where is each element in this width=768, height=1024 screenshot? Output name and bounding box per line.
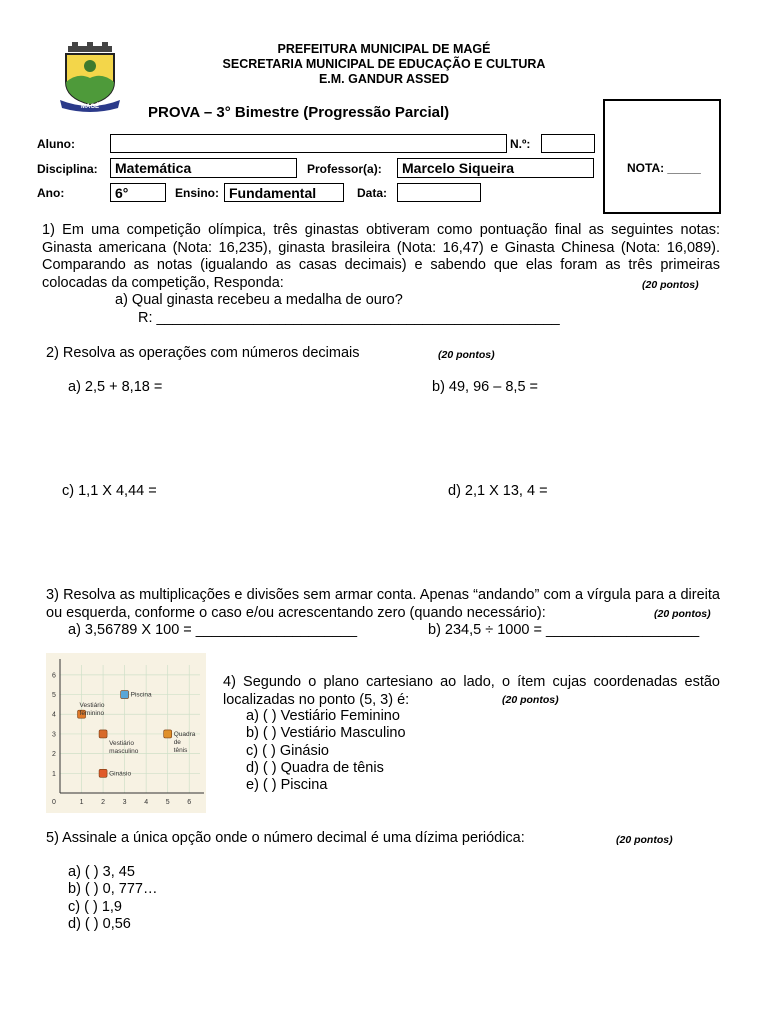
level-label: Ensino: bbox=[175, 186, 219, 200]
x-tick-label: 4 bbox=[144, 799, 149, 806]
y-tick-label: 1 bbox=[52, 770, 56, 778]
cartesian-plane-svg bbox=[46, 653, 206, 813]
point-label: Quadra bbox=[173, 730, 196, 738]
cartesian-plane-figure bbox=[46, 653, 206, 813]
question-4-option-d[interactable]: d) ( ) Quadra de tênis bbox=[246, 760, 384, 776]
teacher-label: Professor(a): bbox=[307, 162, 382, 176]
x-tick-label: 5 bbox=[165, 799, 170, 806]
point-marker bbox=[164, 730, 172, 738]
header-line-2: SECRETARIA MUNICIPAL DE EDUCAÇÃO E CULTURA bbox=[222, 57, 546, 71]
grade-box bbox=[603, 99, 721, 214]
question-3-points: (20 pontos) bbox=[654, 608, 711, 620]
student-label: Aluno: bbox=[37, 137, 75, 151]
question-2-points: (20 pontos) bbox=[438, 349, 495, 361]
question-1-points: (20 pontos) bbox=[642, 279, 699, 291]
point-marker bbox=[99, 730, 107, 738]
question-4-option-c[interactable]: c) ( ) Ginásio bbox=[246, 743, 329, 759]
point-label: Ginásio bbox=[109, 770, 132, 778]
question-2-item-d: d) 2,1 X 13, 4 = bbox=[448, 483, 548, 499]
question-1-item-a: a) Qual ginasta recebeu a medalha de ouro? bbox=[115, 292, 403, 308]
x-tick-label: 2 bbox=[101, 799, 106, 806]
question-4-option-a[interactable]: a) ( ) Vestiário Feminino bbox=[246, 708, 400, 724]
header-line-1: PREFEITURA MUNICIPAL DE MAGÉ bbox=[277, 42, 491, 56]
subject-label: Disciplina: bbox=[37, 162, 98, 176]
point-label: Piscina bbox=[130, 691, 152, 699]
date-field[interactable] bbox=[397, 183, 481, 202]
year-field[interactable]: 6° bbox=[110, 183, 166, 202]
point-label: feminino bbox=[79, 710, 105, 718]
y-tick-label: 2 bbox=[52, 751, 56, 759]
point-label: masculino bbox=[109, 747, 139, 755]
question-5-option-b[interactable]: b) ( ) 0, 777… bbox=[68, 881, 158, 897]
question-5-option-c[interactable]: c) ( ) 1,9 bbox=[68, 899, 122, 915]
point-marker bbox=[99, 769, 107, 777]
y-tick-label: 4 bbox=[52, 711, 56, 719]
question-4-points: (20 pontos) bbox=[502, 694, 559, 706]
y-tick-label: 6 bbox=[52, 672, 56, 680]
question-2-item-c: c) 1,1 X 4,44 = bbox=[62, 483, 157, 499]
question-1-text bbox=[42, 222, 720, 292]
point-marker bbox=[121, 691, 129, 699]
y-tick-label: 5 bbox=[52, 692, 56, 700]
student-name-field[interactable] bbox=[110, 134, 507, 153]
x-tick-label: 1 bbox=[79, 799, 84, 806]
exam-title-sub: (Progressão Parcial) bbox=[299, 104, 450, 121]
question-4-text: 4) Segundo o plano cartesiano ao lado, o ítem cujas coordenadas estão localizadas no ponto (5, 3) é: bbox=[223, 674, 720, 708]
x-tick-label: 6 bbox=[187, 799, 192, 806]
question-2-text: 2) Resolva as operações com números decimais bbox=[46, 345, 360, 361]
level-field[interactable]: Fundamental bbox=[224, 183, 344, 202]
grade-label: NOTA: _____ bbox=[627, 161, 701, 175]
x-tick-label: 3 bbox=[122, 799, 127, 806]
logo-text: MAGÉ bbox=[81, 104, 99, 110]
question-5-points: (20 pontos) bbox=[616, 834, 673, 846]
question-3-item-b: b) 234,5 ÷ 1000 = ___________________ bbox=[428, 622, 700, 638]
question-5-option-a[interactable]: a) ( ) 3, 45 bbox=[68, 864, 135, 880]
student-number-field[interactable] bbox=[541, 134, 595, 153]
teacher-field[interactable]: Marcelo Siqueira bbox=[397, 158, 594, 178]
question-1-answer-line[interactable]: R: __________________________________________________ bbox=[138, 310, 560, 326]
subject-field[interactable]: Matemática bbox=[110, 158, 297, 178]
question-5-option-d[interactable]: d) ( ) 0,56 bbox=[68, 916, 131, 932]
header-line-3: E.M. GANDUR ASSED bbox=[318, 72, 450, 86]
exam-title-main: PROVA – 3° Bimestre bbox=[148, 104, 300, 121]
question-2-item-b: b) 49, 96 – 8,5 = bbox=[432, 379, 539, 395]
year-label: Ano: bbox=[37, 186, 65, 200]
question-3-item-a: a) 3,56789 X 100 = ____________________ bbox=[68, 622, 358, 638]
point-label: Vestiário bbox=[109, 739, 135, 747]
number-label: N.º: bbox=[510, 137, 531, 151]
exam-title bbox=[148, 104, 449, 121]
question-1-statement: 1) Em uma competição olímpica, três ginastas obtiveram como pontuação final as seguintes notas: Ginasta americana (Nota: 16,235), ginasta brasileira (Nota: 16,47) e Ginasta Chinesa (Nota: 16,089). Comparando as notas (igualando as casas decimais) e sabendo que elas foram as três primeiras colocadas da competição, Responda: bbox=[42, 222, 720, 291]
question-2-item-a: a) 2,5 + 8,18 = bbox=[68, 379, 163, 395]
point-label: Vestiário bbox=[79, 702, 105, 710]
point-label: tênis bbox=[173, 746, 188, 754]
question-4-option-e[interactable]: e) ( ) Piscina bbox=[246, 777, 328, 793]
x-tick-label: 0 bbox=[52, 799, 56, 806]
point-label: de bbox=[173, 738, 181, 746]
date-label: Data: bbox=[357, 186, 388, 200]
question-5-text: 5) Assinale a única opção onde o número decimal é uma dízima periódica: bbox=[46, 830, 525, 846]
y-tick-label: 3 bbox=[52, 731, 56, 739]
question-3-text: 3) Resolva as multiplicações e divisões sem armar conta. Apenas “andando” com a vírgula para a direita ou esquerda, conforme o caso e/ou acrescentando zero (quando necessário): bbox=[46, 587, 720, 621]
question-4-option-b[interactable]: b) ( ) Vestiário Masculino bbox=[246, 725, 406, 741]
